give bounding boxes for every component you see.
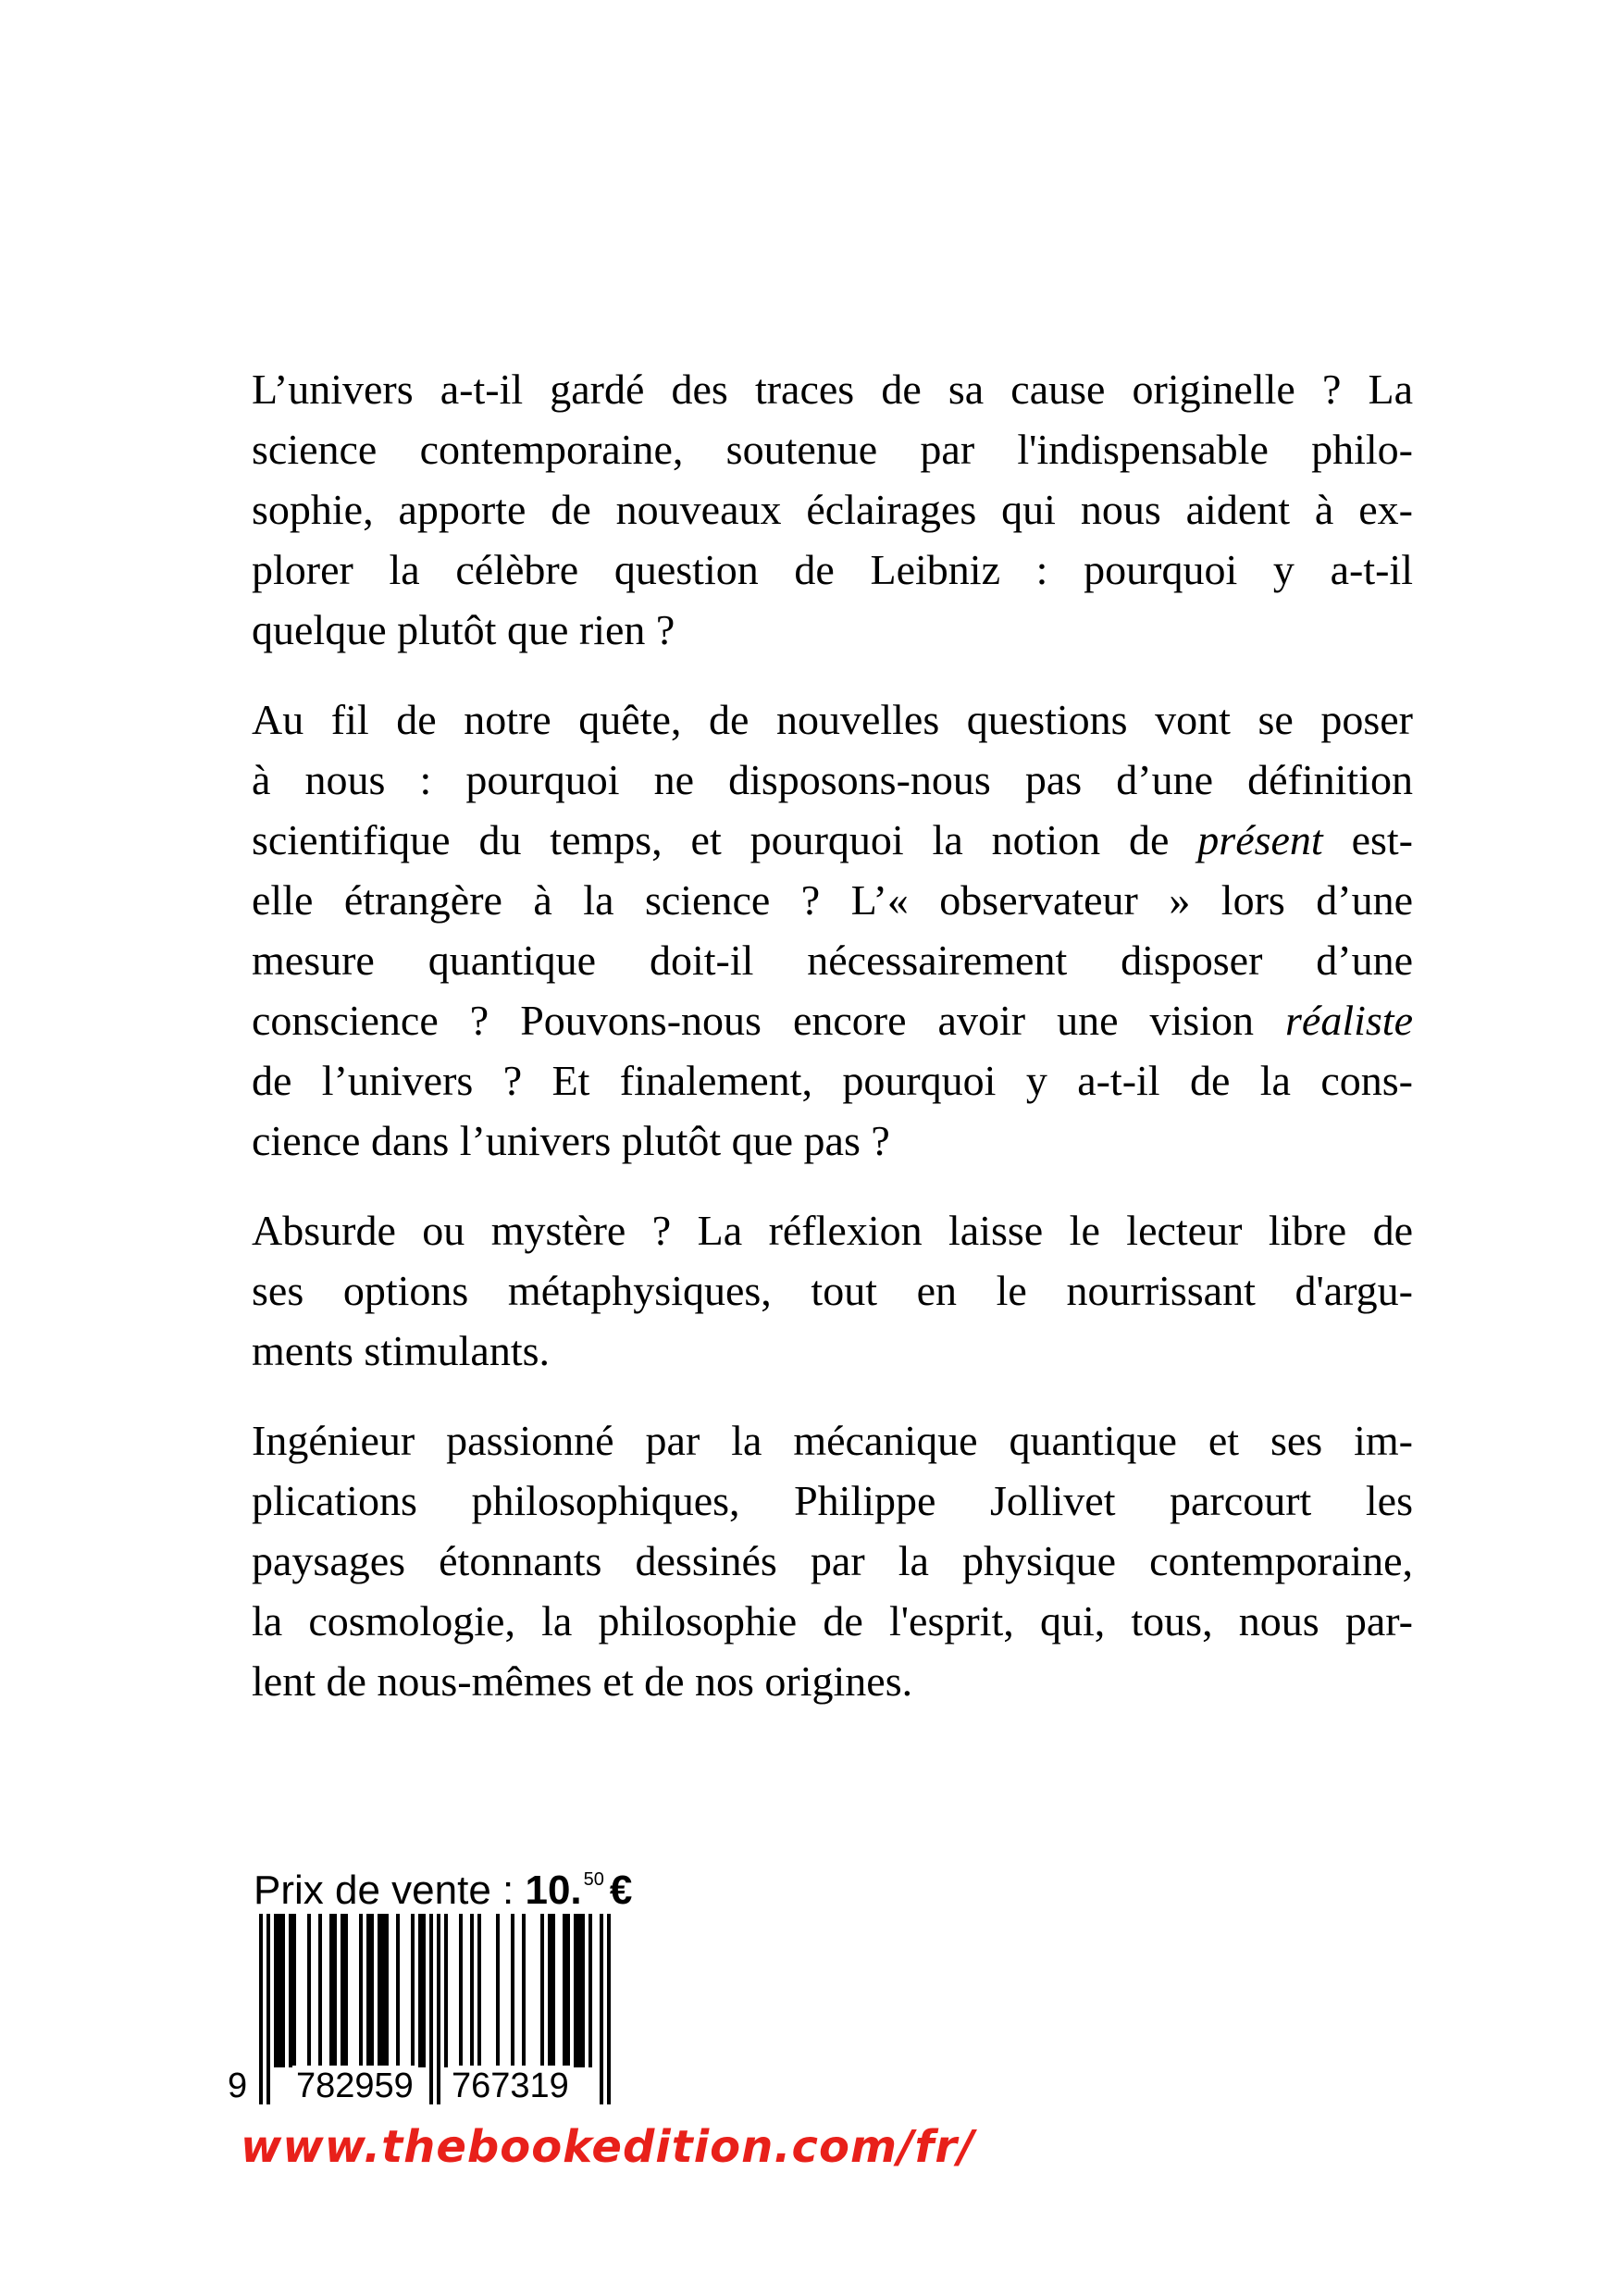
barcode-bar [292, 1914, 296, 2067]
barcode-guard-bar [429, 1914, 433, 2104]
blurb-paragraph-4 [252, 1410, 1413, 1711]
price-cents: 50 [583, 1869, 604, 1890]
barcode-bar [396, 1914, 400, 2067]
blurb-text: scientifique du temps, et pourquoi la notion de [252, 816, 1198, 863]
barcode-bar [548, 1914, 551, 2067]
barcode-bar [307, 1914, 311, 2067]
blurb-line: mesure quantique doit-il nécessairement disposer d’une [252, 937, 1413, 984]
barcode-bar [411, 1914, 415, 2067]
blurb-line: plorer la célèbre question de Leibniz : pourquoi y a-t-il [252, 546, 1413, 593]
barcode-bar [281, 1914, 285, 2067]
blurb-line: elle étrangère à la science ? L’« observateur » lors d’une [252, 876, 1413, 924]
barcode-bar [289, 1914, 292, 2067]
blurb-line: science contemporaine, soutenue par l'indispensable philo- [252, 426, 1413, 473]
price-currency: € [609, 1868, 633, 1913]
blurb-line [252, 990, 1413, 1050]
barcode-bar [574, 1914, 577, 2067]
blurb-italic-word: réaliste [1285, 997, 1413, 1044]
blurb-line: ses options métaphysiques, tout en le nourrissant d'argu- [252, 1267, 1413, 1314]
barcode-bar [540, 1914, 544, 2067]
blurb-line: plications philosophiques, Philippe Jollivet parcourt les [252, 1477, 1413, 1524]
barcode-bar [588, 1914, 592, 2067]
barcode-bar [581, 1914, 585, 2067]
blurb-text: est- [1322, 816, 1413, 863]
barcode-bar [563, 1914, 566, 2067]
book-blurb [252, 359, 1413, 1741]
barcode-bar [522, 1914, 526, 2067]
blurb-paragraph-1 [252, 359, 1413, 660]
barcode-bar [366, 1914, 370, 2067]
blurb-line: Au fil de notre quête, de nouvelles questions vont se poser [252, 696, 1413, 743]
barcode-bar [359, 1914, 363, 2067]
price-label: Prix de vente : [254, 1868, 526, 1913]
blurb-line: à nous : pourquoi ne disposons-nous pas d’une définition [252, 756, 1413, 803]
barcode-digit-first: 9 [228, 2066, 248, 2105]
blurb-line: quelque plutôt que rien ? [252, 606, 675, 653]
barcode-bar [459, 1914, 463, 2067]
blurb-line: ments stimulants. [252, 1327, 550, 1374]
price-amount [525, 1868, 632, 1913]
barcode-guard-bar [600, 1914, 603, 2104]
barcode-bar [378, 1914, 381, 2067]
barcode-bar [274, 1914, 278, 2067]
barcode-bar [385, 1914, 389, 2067]
barcode-digits-left: 782959 [292, 2066, 417, 2106]
blurb-line: de l’univers ? Et finalement, pourquoi y a-t-il de la cons- [252, 1057, 1413, 1104]
barcode-bar [477, 1914, 481, 2067]
barcode-bar [333, 1914, 337, 2067]
barcode-bar [566, 1914, 570, 2067]
barcode-bar [444, 1914, 448, 2067]
blurb-line: Absurde ou mystère ? La réflexion laisse le lecteur libre de [252, 1207, 1413, 1254]
barcode-guard-bar [259, 1914, 263, 2104]
barcode-bar [278, 1914, 281, 2067]
barcode-bar [344, 1914, 348, 2067]
sale-price [254, 1854, 632, 1917]
barcode-bar [551, 1914, 555, 2067]
blurb-line: la cosmologie, la philosophie de l'esprit, qui, tous, nous par- [252, 1597, 1413, 1644]
barcode-guard-bar [266, 1914, 270, 2104]
blurb-paragraph-2 [252, 689, 1413, 1171]
barcode-bar [381, 1914, 385, 2067]
barcode-guard-bar [437, 1914, 440, 2104]
barcode-bar [418, 1914, 422, 2067]
barcode-bar [370, 1914, 374, 2067]
blurb-paragraph-3 [252, 1200, 1413, 1381]
blurb-line [252, 810, 1413, 870]
publisher-url[interactable]: www.thebookedition.com/fr/ [241, 2121, 975, 2173]
blurb-line: paysages étonnants dessinés par la physique contemporaine, [252, 1537, 1413, 1584]
barcode-bar [329, 1914, 333, 2067]
blurb-line: Ingénieur passionné par la mécanique quantique et ses im- [252, 1417, 1413, 1464]
barcode-bar [470, 1914, 474, 2067]
price-main: 10. [525, 1868, 582, 1913]
blurb-italic-word: présent [1197, 816, 1323, 863]
blurb-line: sophie, apporte de nouveaux éclairages qui nous aident à ex- [252, 486, 1413, 533]
barcode-bar [496, 1914, 500, 2067]
barcode-bar [577, 1914, 581, 2067]
barcode-bar [341, 1914, 344, 2067]
blurb-text: conscience ? Pouvons-nous encore avoir une vision [252, 997, 1286, 1044]
blurb-line: lent de nous-mêmes et de nos origines. [252, 1657, 913, 1705]
barcode-bar [511, 1914, 514, 2067]
blurb-line: cience dans l’univers plutôt que pas ? [252, 1117, 890, 1164]
blurb-line: L’univers a-t-il gardé des traces de sa cause originelle ? La [252, 366, 1413, 413]
barcode-bar [318, 1914, 322, 2067]
barcode-bar [422, 1914, 426, 2067]
barcode-guard-bar [607, 1914, 611, 2104]
barcode-digits-right: 767319 [448, 2066, 573, 2106]
